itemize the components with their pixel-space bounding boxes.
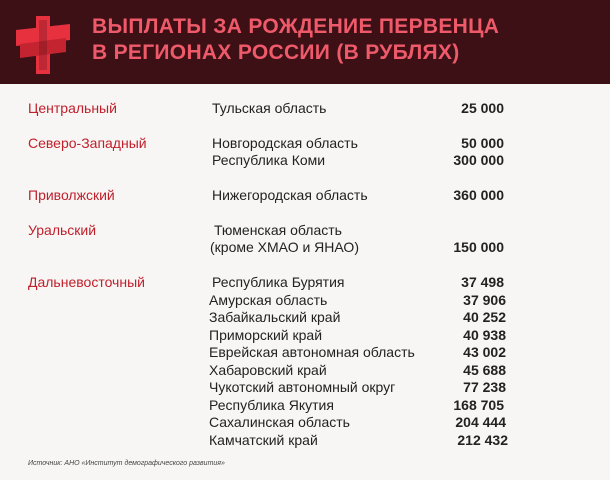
subject-name: Амурская область (209, 292, 328, 308)
title-line-1: ВЫПЛАТЫ ЗА РОЖДЕНИЕ ПЕРВЕНЦА (92, 15, 500, 38)
amount-value: 150 000 (453, 239, 504, 255)
amount-value: 50 000 (461, 135, 504, 151)
subject-name: Сахалинская область (209, 414, 350, 430)
header-banner (0, 0, 610, 84)
amount-value: 204 444 (455, 414, 506, 430)
region-fareast: Дальневосточный (28, 274, 145, 290)
subject-name: Забайкальский край (209, 309, 341, 325)
title-line-2: В РЕГИОНАХ РОССИИ (В РУБЛЯХ) (92, 41, 460, 64)
amount-value: 212 432 (457, 432, 508, 448)
amount-value: 360 000 (453, 187, 504, 203)
subject-name: Еврейская автономная область (209, 344, 415, 360)
subject-name: Чукотский автономный округ (209, 379, 396, 395)
region-volga: Приволжский (28, 187, 115, 203)
subject-name: Приморский край (209, 327, 323, 343)
amount-value: 37 498 (461, 274, 504, 290)
region-ural: Уральский (28, 222, 97, 238)
amount-value: 45 688 (463, 362, 506, 378)
subject-name: Тульская область (212, 100, 327, 116)
amount-value: 40 252 (463, 309, 506, 325)
subject-name: Тюменская область (214, 222, 342, 238)
ff-logo-icon (12, 14, 74, 76)
subject-name: Новгородская область (212, 135, 358, 151)
subject-name: Камчатский край (209, 432, 318, 448)
subject-name: Нижегородская область (212, 187, 368, 203)
amount-value: 168 705 (453, 397, 504, 413)
amount-value: 300 000 (453, 152, 504, 168)
subject-name: (кроме ХМАО и ЯНАО) (210, 239, 359, 255)
payments-table (0, 84, 610, 454)
subject-name: Республика Бурятия (212, 274, 345, 290)
amount-value: 40 938 (463, 327, 506, 343)
page-title (92, 14, 602, 66)
amount-value: 25 000 (461, 100, 504, 116)
amount-value: 37 906 (463, 292, 506, 308)
source-note: Источник: АНО «Институт демографического развития» (28, 460, 225, 467)
amount-value: 77 238 (463, 379, 506, 395)
region-northwest: Северо-Западный (28, 135, 147, 151)
subject-name: Хабаровский край (209, 362, 327, 378)
subject-name: Республика Коми (212, 152, 326, 168)
amount-value: 43 002 (463, 344, 506, 360)
region-central: Центральный (28, 100, 117, 116)
subject-name: Республика Якутия (209, 397, 334, 413)
